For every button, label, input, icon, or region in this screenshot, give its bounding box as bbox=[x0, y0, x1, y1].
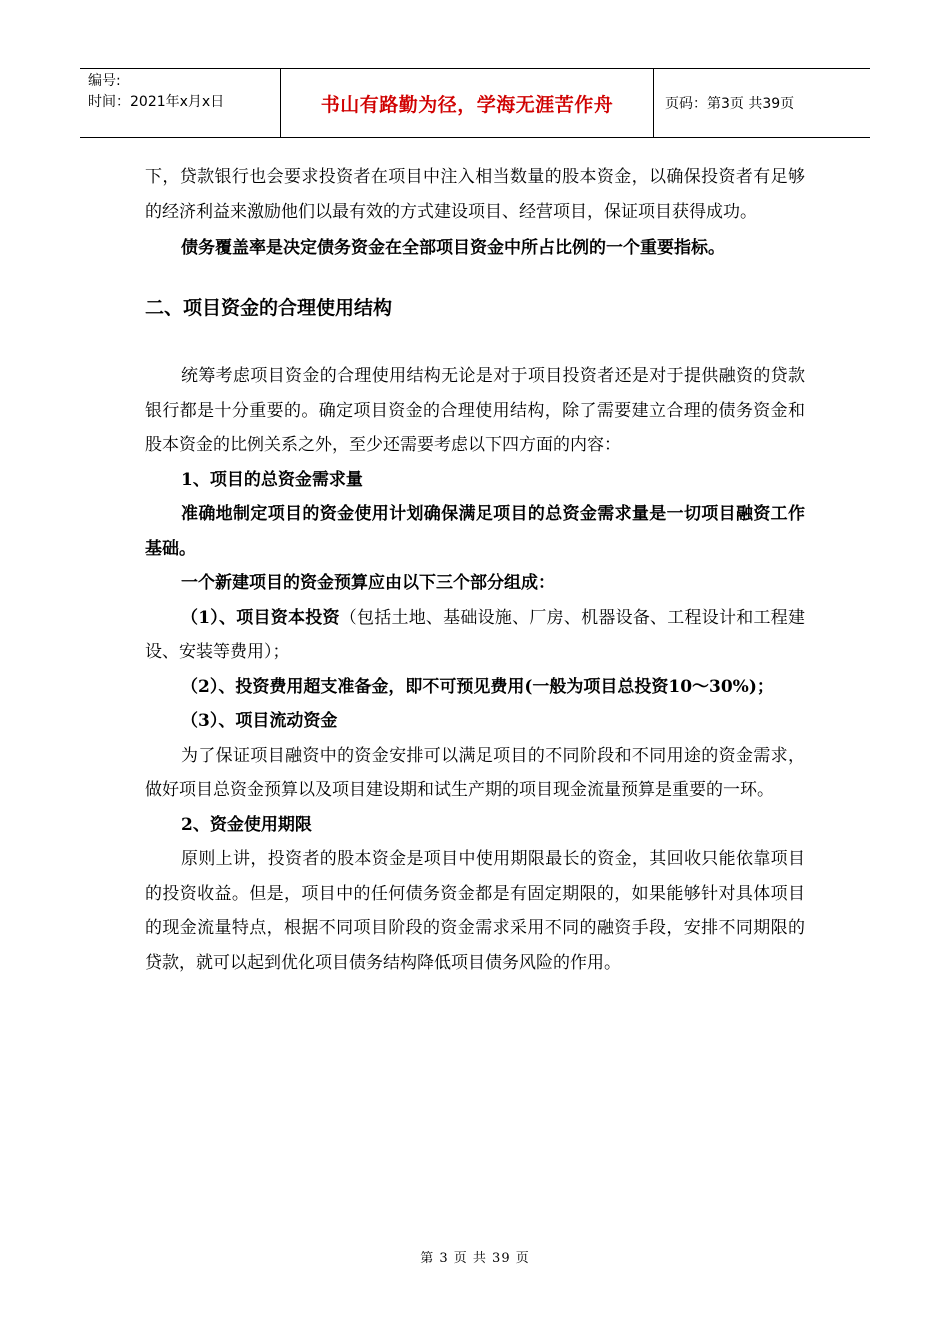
list-item-bold: （1）、项目资本投资 bbox=[181, 607, 340, 628]
paragraph-bold: 一个新建项目的资金预算应由以下三个部分组成： bbox=[181, 573, 555, 593]
subsection-heading: 2、资金使用期限 bbox=[181, 814, 312, 835]
list-item bbox=[145, 601, 805, 670]
header-meta bbox=[88, 71, 224, 113]
subsection-heading: 1、项目的总资金需求量 bbox=[181, 469, 363, 490]
paragraph: 为了保证项目融资中的资金安排可以满足项目的不同阶段和不同用途的资金需求，做好项目总资金预算以及项目建设期和试生产期的项目现金流量预算是重要的一环。 bbox=[145, 745, 805, 800]
paragraph: 统筹考虑项目资金的合理使用结构无论是对于项目投资者还是对于提供融资的贷款银行都是十分重要的。确定项目资金的合理使用结构，除了需要建立合理的债务资金和股本资金的比例关系之外，至少还需要考虑以下四方面的内容： bbox=[145, 366, 805, 455]
number-label: 编号: bbox=[88, 73, 121, 89]
header-page-label: 页码：第3页 共39页 bbox=[665, 96, 795, 112]
list-item: （3）、项目流动资金 bbox=[181, 711, 338, 731]
date-label: 时间：2021年x月x日 bbox=[88, 94, 225, 110]
header-motto: 书山有路勤为径，学海无涯苦作舟 bbox=[320, 93, 614, 116]
list-item-text: （包括土地、基础设施、厂房、机器设备、工程设计和工程建设、安装等费用）； bbox=[145, 607, 805, 662]
header-divider bbox=[653, 69, 654, 137]
document-body bbox=[145, 160, 805, 980]
paragraph: 原则上讲，投资者的股本资金是项目中使用期限最长的资金，其回收只能依靠项目的投资收益。但是，项目中的任何债务资金都是有固定期限的，如果能够针对具体项目的现金流量特点，根据不同项目阶段的资金需求采用不同的融资手段，安排不同期限的贷款，就可以起到优化项目债务结构降低项目债务风险的作用。 bbox=[145, 849, 805, 973]
section-heading: 二、项目资金的合理使用结构 bbox=[145, 296, 393, 319]
paragraph: 下，贷款银行也会要求投资者在项目中注入相当数量的股本资金，以确保投资者有足够的经济利益来激励他们以最有效的方式建设项目、经营项目，保证项目获得成功。 bbox=[145, 167, 805, 222]
page-footer: 第 3 页 共 39 页 bbox=[420, 1251, 530, 1266]
page-header bbox=[80, 68, 870, 138]
paragraph-bold: 债务覆盖率是决定债务资金在全部项目资金中所占比例的一个重要指标。 bbox=[181, 238, 725, 258]
paragraph-bold: 准确地制定项目的资金使用计划确保满足项目的总资金需求量是一切项目融资工作基础。 bbox=[145, 504, 805, 559]
list-item: （2）、投资费用超支准备金，即不可预见费用(一般为项目总投资10～30%)； bbox=[181, 676, 774, 697]
